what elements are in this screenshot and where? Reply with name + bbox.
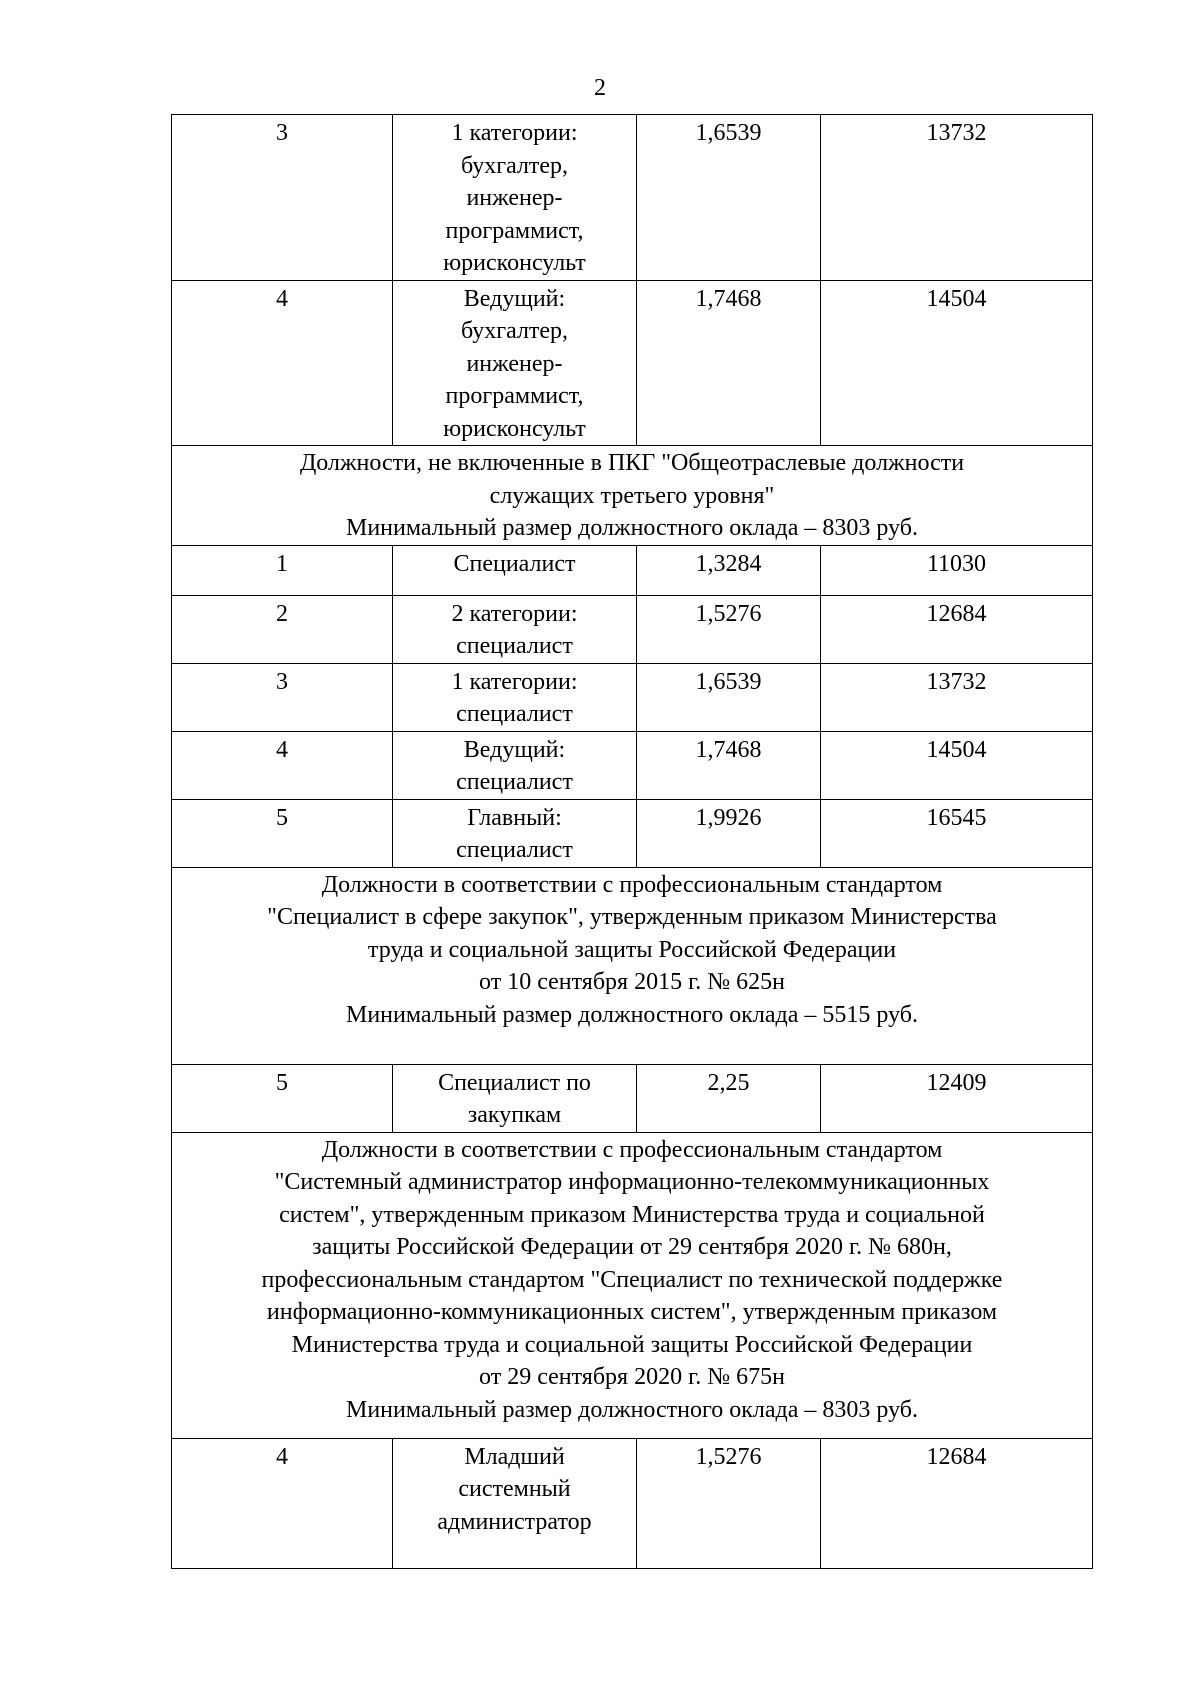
coefficient-cell: 2,25 [637, 1064, 821, 1132]
position-cell [393, 799, 637, 867]
coefficient-cell: 1,6539 [637, 663, 821, 731]
position-cell [393, 1064, 637, 1132]
table-row [172, 115, 1093, 281]
table-row [172, 1438, 1093, 1568]
salary-cell: 11030 [821, 545, 1093, 595]
page-number: 2 [594, 75, 606, 101]
table-row [172, 1064, 1093, 1132]
coefficient-cell: 1,9926 [637, 799, 821, 867]
position-cell [393, 731, 637, 799]
text-line: юрисконсульт [443, 250, 586, 276]
salary-cell: 13732 [821, 663, 1093, 731]
level-cell: 3 [172, 115, 393, 281]
text-line: систем", утвержденным приказом Министерства труда и социальной [279, 1201, 985, 1228]
text-line: Ведущий: [463, 736, 566, 763]
text-line: Специалист [453, 550, 576, 577]
level-cell: 3 [172, 663, 393, 731]
salary-cell: 12684 [821, 595, 1093, 663]
table-row [172, 545, 1093, 595]
text-line: 1 категории: [451, 668, 578, 695]
salary-table [171, 114, 1093, 1569]
text-line: инженер- [466, 350, 563, 377]
salary-table-body [172, 115, 1093, 1569]
text-line: Министерства труда и социальной защиты Российской Федерации [291, 1331, 973, 1358]
salary-cell: 12409 [821, 1064, 1093, 1132]
salary-cell: 14504 [821, 731, 1093, 799]
level-cell: 5 [172, 1064, 393, 1132]
level-cell: 2 [172, 595, 393, 663]
section-header-row [172, 1132, 1093, 1438]
salary-cell: 14504 [821, 280, 1093, 446]
position-cell [393, 115, 637, 281]
text-line: 2 категории: [451, 600, 578, 627]
text-line: системный [458, 1476, 571, 1502]
table-row [172, 663, 1093, 731]
table-row [172, 280, 1093, 446]
text-line: бухгалтер, [460, 318, 569, 344]
text-line: "Специалист в сфере закупок", утвержденным приказом Министерства [267, 904, 997, 930]
text-line: администратор [437, 1508, 592, 1535]
coefficient-cell: 1,3284 [637, 545, 821, 595]
position-cell [393, 545, 637, 595]
text-line: информационно-коммуникационных систем", утвержденным приказом [266, 1299, 998, 1325]
text-line: служащих третьего уровня" [489, 482, 775, 509]
text-line: инженер- [466, 185, 563, 211]
text-line: "Системный администратор информационно-телекоммуникационных [274, 1169, 990, 1195]
text-line: Младший [464, 1443, 565, 1470]
table-row [172, 799, 1093, 867]
coefficient-cell: 1,7468 [637, 280, 821, 446]
text-line: закупкам [467, 1102, 562, 1128]
coefficient-cell: 1,6539 [637, 115, 821, 281]
text-line: программист, [445, 217, 584, 244]
text-line: программист, [445, 383, 584, 409]
text-line: Минимальный размер должностного оклада – 5515 руб. [346, 1001, 918, 1028]
text-line: от 10 сентября 2015 г. № 625н [479, 969, 785, 995]
section-header-row [172, 867, 1093, 1064]
text-line: Специалист по [438, 1069, 591, 1096]
section-header-cell [172, 446, 1093, 546]
level-cell: 4 [172, 1438, 393, 1568]
level-cell: 4 [172, 731, 393, 799]
level-cell: 4 [172, 280, 393, 446]
salary-cell: 13732 [821, 115, 1093, 281]
text-line: Главный: [467, 804, 562, 831]
text-line: Должности, не включенные в ПКГ "Общеотраслевые должности [299, 450, 965, 476]
coefficient-cell: 1,5276 [637, 1438, 821, 1568]
text-line: специалист [456, 701, 573, 727]
coefficient-cell: 1,7468 [637, 731, 821, 799]
text-line: 1 категории: [451, 120, 578, 146]
text-line: от 29 сентября 2020 г. № 675н [479, 1364, 785, 1390]
text-line: бухгалтер, [460, 152, 569, 179]
text-line: юрисконсульт [443, 415, 586, 442]
text-line: Ведущий: [463, 285, 566, 312]
text-line: специалист [456, 837, 573, 863]
text-line: специалист [456, 633, 573, 659]
table-row [172, 595, 1093, 663]
text-line: защиты Российской Федерации от 29 сентября 2020 г. № 680н, [312, 1234, 952, 1260]
level-cell: 5 [172, 799, 393, 867]
position-cell [393, 280, 637, 446]
text-line: профессиональным стандартом "Специалист по технической поддержке [261, 1266, 1003, 1293]
text-line: Минимальный размер должностного оклада – 8303 руб. [346, 1396, 918, 1423]
table-row [172, 731, 1093, 799]
level-cell: 1 [172, 545, 393, 595]
text-line: Должности в соответствии с профессиональным стандартом [321, 871, 943, 898]
section-header-cell [172, 1132, 1093, 1438]
text-line: Минимальный размер должностного оклада – 8303 руб. [346, 515, 918, 541]
text-line: труда и социальной защиты Российской Федерации [367, 936, 897, 963]
text-line: Должности в соответствии с профессиональным стандартом [321, 1136, 943, 1163]
salary-cell: 12684 [821, 1438, 1093, 1568]
position-cell [393, 663, 637, 731]
section-header-cell [172, 867, 1093, 1064]
section-header-row [172, 446, 1093, 546]
text-line: специалист [456, 769, 573, 795]
coefficient-cell: 1,5276 [637, 595, 821, 663]
salary-cell: 16545 [821, 799, 1093, 867]
position-cell [393, 1438, 637, 1568]
position-cell [393, 595, 637, 663]
